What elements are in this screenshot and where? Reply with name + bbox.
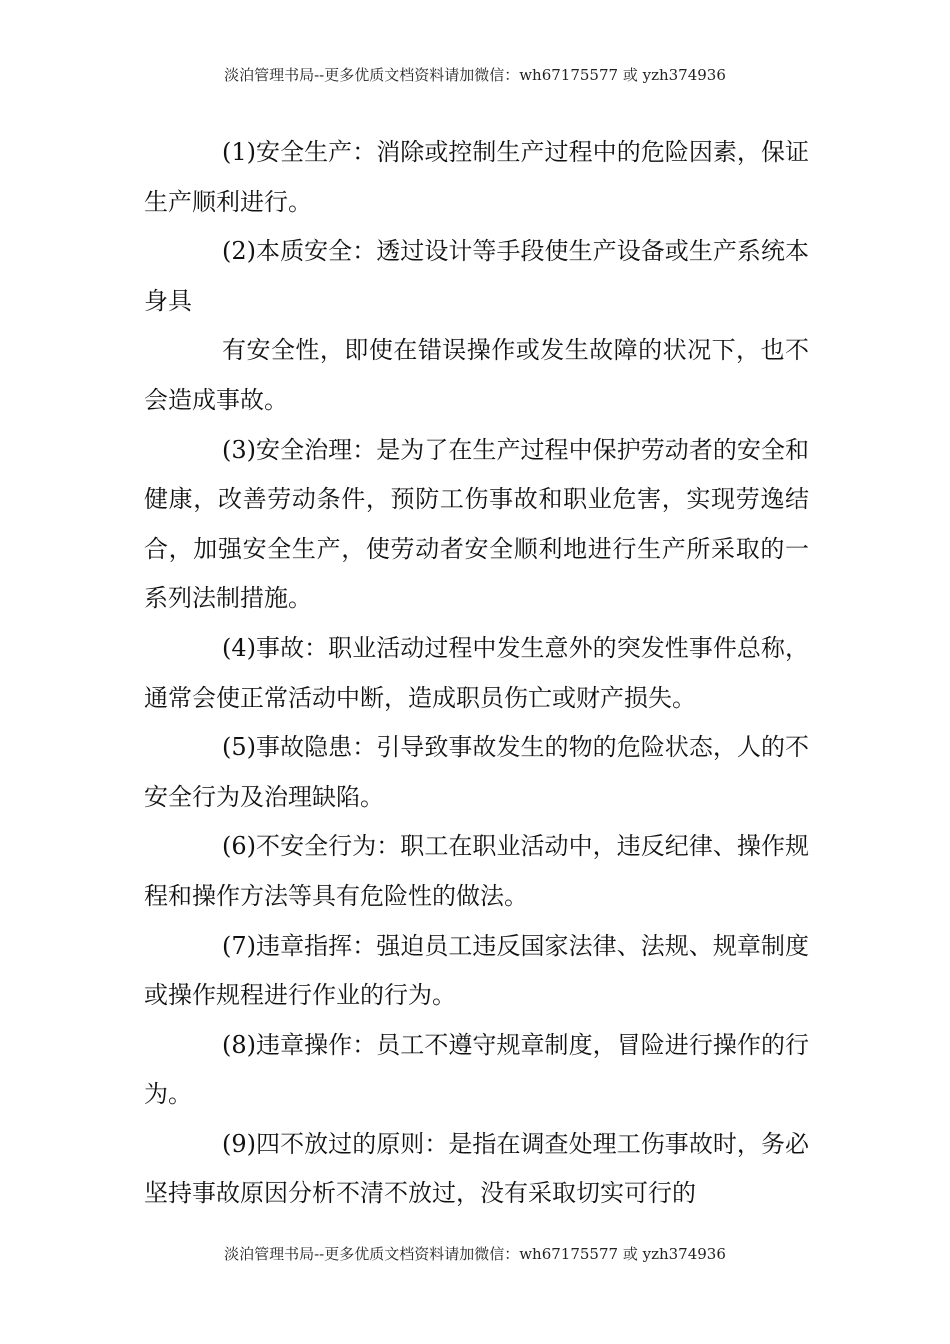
paragraph-accident: (4)事故：职业活动过程中发生意外的突发性事件总称，通常会使正常活动中断，造成职员伤亡或财产损失。 [144, 633, 809, 712]
paragraph-intrinsic-safety-continued: 有安全性，即使在错误操作或发生故障的状况下，也不会造成事故。 [144, 336, 809, 414]
paragraph-unsafe-behavior: (6)不安全行为：职工在职业活动中，违反纪律、操作规程和操作方法等具有危险性的做法。 [144, 832, 809, 910]
paragraph-safe-production: (1)安全生产：消除或控制生产过程中的危险因素，保证生产顺利进行。 [144, 138, 809, 216]
paragraph-hidden-danger: (5)事故隐患：引导致事故发生的物的危险状态，人的不安全行为及治理缺陷。 [144, 733, 809, 811]
paragraph-illegal-operation: (8)违章操作：员工不遵守规章制度，冒险进行操作的行为。 [144, 1030, 809, 1109]
paragraph-safety-management: (3)安全治理：是为了在生产过程中保护劳动者的安全和健康，改善劳动条件，预防工伤事故和职业危害，实现劳逸结合，加强安全生产，使劳动者安全顺利地进行生产所采取的一系列法制措施。 [144, 435, 809, 613]
paragraph-intrinsic-safety: (2)本质安全：透过设计等手段使生产设备或生产系统本身具 [144, 237, 809, 315]
page-footer: 淡泊管理书局--更多优质文档资料请加微信：wh67175577 或 yzh374936 [224, 1245, 726, 1263]
paragraph-illegal-command: (7)违章指挥：强迫员工违反国家法律、法规、规章制度或操作规程进行作业的行为。 [144, 931, 809, 1010]
document-body [144, 128, 809, 1219]
paragraph-four-no-release-principle: (9)四不放过的原则：是指在调查处理工伤事故时，务必坚持事故原因分析不清不放过，没有采取切实可行的 [144, 1129, 809, 1208]
page-header: 淡泊管理书局--更多优质文档资料请加微信：wh67175577 或 yzh374936 [224, 66, 726, 84]
